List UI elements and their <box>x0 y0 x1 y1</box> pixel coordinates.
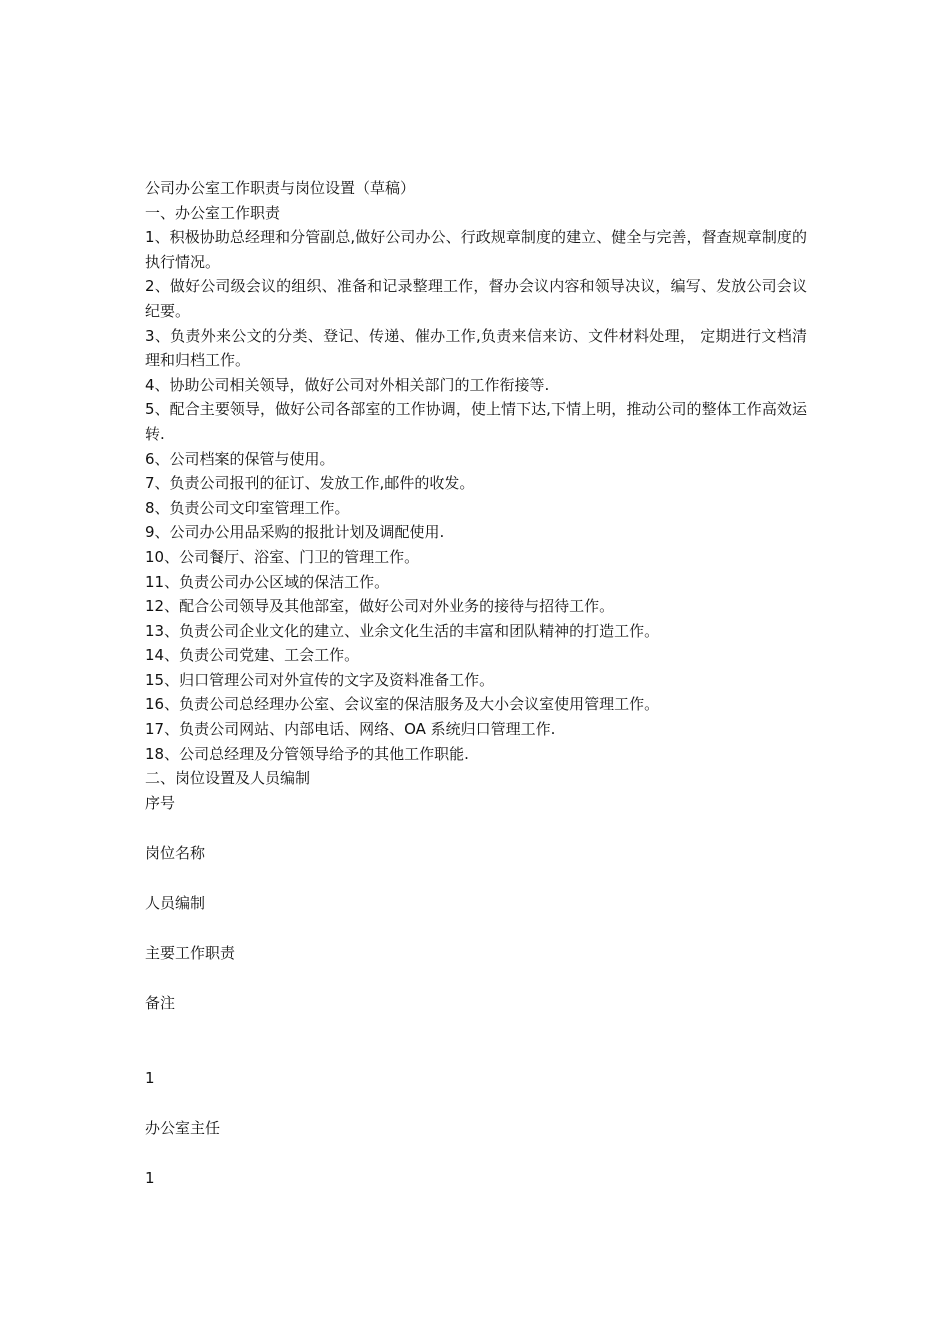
section-heading-positions: 二、岗位设置及人员编制 <box>145 769 311 788</box>
table-cell-headcount: 1 <box>145 1168 155 1187</box>
duty-item: 12、配合公司领导及其他部室，做好公司对外业务的接待与招待工作。 <box>145 597 615 616</box>
duty-item: 6、公司档案的保管与使用。 <box>145 449 335 468</box>
duty-item: 9、公司办公用品采购的报批计划及调配使用. <box>145 523 445 542</box>
table-cell-position: 办公室主任 <box>145 1118 221 1137</box>
document-page <box>145 176 807 1216</box>
section-heading-duties: 一、办公室工作职责 <box>145 203 281 222</box>
table-cell-index: 1 <box>145 1068 155 1087</box>
positions-table <box>145 791 807 1216</box>
duty-item: 13、负责公司企业文化的建立、业余文化生活的丰富和团队精神的打造工作。 <box>145 621 660 640</box>
duty-item: 1、积极协助总经理和分管副总,做好公司办公、行政规章制度的建立、健全与完善，督查规章制度的执行情况。 <box>145 228 807 271</box>
duty-item: 18、公司总经理及分管领导给予的其他工作职能. <box>145 744 469 763</box>
duty-item: 11、负责公司办公区域的保洁工作。 <box>145 572 390 591</box>
duty-item: 7、负责公司报刊的征订、发放工作,邮件的收发。 <box>145 474 475 493</box>
duty-item: 17、负责公司网站、内部电话、网络、OA 系统归口管理工作. <box>145 720 556 739</box>
table-header-headcount: 人员编制 <box>145 893 206 912</box>
duty-item: 8、负责公司文印室管理工作。 <box>145 498 350 517</box>
table-header-index: 序号 <box>145 793 176 812</box>
table-header-notes: 备注 <box>145 993 176 1012</box>
table-row-gap <box>145 1041 807 1066</box>
table-header-duties: 主要工作职责 <box>145 943 236 962</box>
document-title: 公司办公室工作职责与岗位设置（草稿） <box>145 179 416 197</box>
duty-item: 10、公司餐厅、浴室、门卫的管理工作。 <box>145 547 420 566</box>
duty-item: 14、负责公司党建、工会工作。 <box>145 646 360 665</box>
duty-item: 4、协助公司相关领导，做好公司对外相关部门的工作衔接等. <box>145 375 550 394</box>
duty-item: 5、配合主要领导，做好公司各部室的工作协调，使上情下达,下情上明，推动公司的整体工作高效运转. <box>145 400 807 443</box>
duty-item: 3、负责外来公文的分类、登记、传递、催办工作,负责来信来访、文件材料处理， 定期进行文档清理和归档工作。 <box>145 326 807 370</box>
duty-item: 2、做好公司级会议的组织、准备和记录整理工作，督办会议内容和领导决议，编写、发放公司会议纪要。 <box>145 277 807 320</box>
duty-item: 15、归口管理公司对外宣传的文字及资料准备工作。 <box>145 670 495 689</box>
table-header-position: 岗位名称 <box>145 843 206 862</box>
duty-item: 16、负责公司总经理办公室、会议室的保洁服务及大小会议室使用管理工作。 <box>145 695 660 714</box>
